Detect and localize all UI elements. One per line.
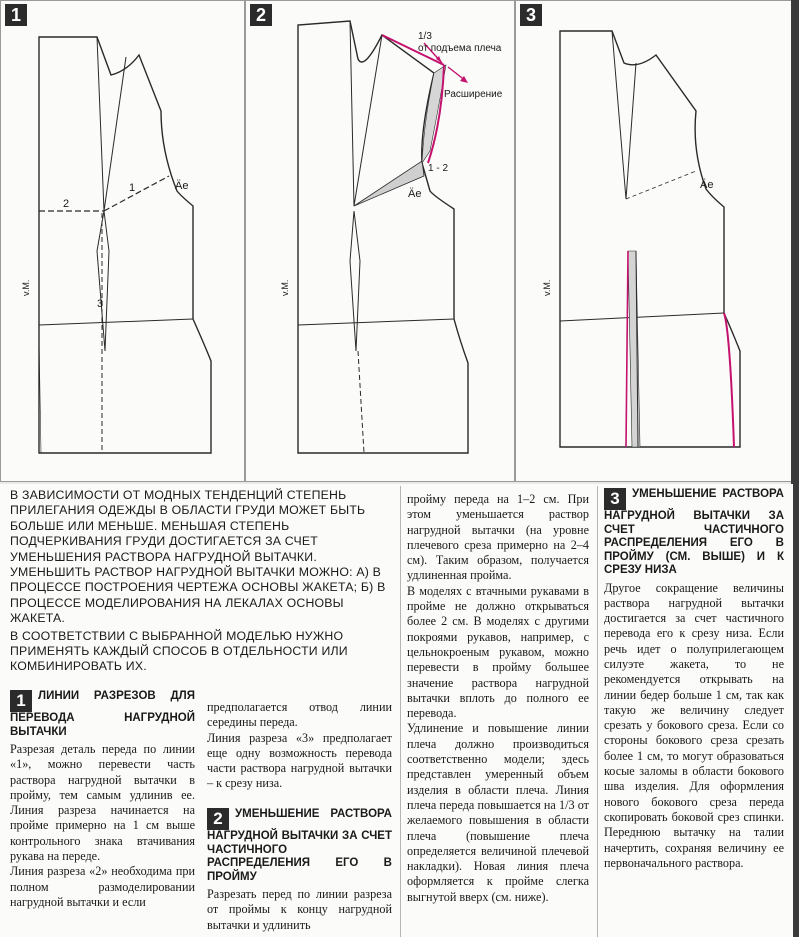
section-2-heading bbox=[207, 808, 392, 884]
section-2-number: 2 bbox=[207, 808, 229, 830]
section-3-paragraph: Другое сокращение величины раствора нагрудной вытачки достигается за счет частичного перевода его к срезу низа. Если речь идет о полуприлегающем силуэте жакета, то не рекомендуется открывать на линии бедер больше 1 см, так как такую же величину следует срезать у бокового среза. Если со стороны бокового среза срезать более 1 см, то могут образоваться косые заломы в области бокового шва изделия. Для оформления нового бокового среза переда скопировать боковой срез спинки. Переднюю вытачку на талии начертить, сохраняя величину ее первоначального раствора. bbox=[604, 580, 784, 870]
section-2-column bbox=[207, 808, 392, 933]
section-1-paragraph: Разрезая деталь переда по линии «1», можно перевести часть раствора нагрудной вытачки в пройму, тем самым удлинив ее. Линия разреза начинается на пройме примерно на 1 см выше контрольного знака втачивания рукава на переде. bbox=[10, 742, 195, 864]
vm-label-2: v.M. bbox=[280, 279, 290, 296]
diagram-panel-3 bbox=[515, 0, 795, 482]
section-2-paragraph: Разрезать перед по линии разреза от проймы к концу нагрудной вытачки и удлинить bbox=[207, 887, 392, 932]
ae-label-2: Äe bbox=[408, 188, 422, 200]
section-1-continued bbox=[207, 700, 392, 792]
section-2-paragraph: пройму переда на 1–2 см. При этом уменьшается раствор нагрудной вытачки (на уровне плечевого среза примерно на 2–4 см). Таким образом, получается удлиненная пройма. bbox=[407, 492, 589, 583]
section-2-paragraph: Удлинение и повышение линии плеча должно производиться соответственно модели; здесь представлен умеренный объем изделия в области плеча. Линия плеча переда повышается на 1/3 от желаемого повышения в области плеча (повышение плеча определяется величиной плечевой накладки). Новая линия плеча оформляется к пройме слегка выгнутой вверх (см. ниже). bbox=[407, 721, 589, 904]
diagram-panel-1 bbox=[0, 0, 245, 482]
section-2-paragraph: В моделях с втачными рукавами в пройме не должно открываться более 2 см. В моделях с другими покроями рукавов, например, с цельнокроеным рукавом, можно перевести в пройму большее значение раствора нагрудной вытачки вплоть до полного ее перевода. bbox=[407, 583, 589, 721]
section-3-number: 3 bbox=[604, 488, 626, 510]
section-1-number: 1 bbox=[10, 690, 32, 712]
panel-number-3: 3 bbox=[520, 4, 542, 26]
panel-number-2: 2 bbox=[250, 4, 272, 26]
section-3-title: УМЕНЬШЕНИЕ РАСТВОРА НАГРУДНОЙ ВЫТАЧКИ ЗА СЧЕТ ЧАСТИЧНОГО РАСПРЕДЕЛЕНИЯ ЕГО В ПРОЙМУ (СМ. ВЫШЕ) И К СРЕЗУ НИЗА bbox=[604, 488, 784, 576]
section-1-paragraph: Линия разреза «3» предполагает еще одну возможность перевода части раствора нагрудной вытачки – к срезу низа. bbox=[207, 730, 392, 791]
section-1-title: ЛИНИИ РАЗРЕЗОВ ДЛЯ ПЕРЕВОДА НАГРУДНОЙ ВЫТАЧКИ bbox=[10, 690, 195, 738]
vm-label-3: v.M. bbox=[542, 279, 552, 296]
section-1-column bbox=[10, 690, 195, 910]
section-3-column bbox=[604, 488, 784, 871]
intro-block bbox=[10, 488, 395, 677]
section-2-title: УМЕНЬШЕНИЕ РАСТВОРА НАГРУДНОЙ ВЫТАЧКИ ЗА СЧЕТ ЧАСТИЧНОГО РАСПРЕДЕЛЕНИЯ ЕГО В ПРОЙМУ bbox=[207, 808, 392, 883]
column-divider bbox=[400, 486, 401, 937]
pattern-drawing-3 bbox=[516, 1, 794, 481]
panel-number-1: 1 bbox=[5, 4, 27, 26]
cut-label-1: 1 bbox=[129, 182, 136, 194]
pattern-drawing-1 bbox=[1, 1, 244, 481]
intro-paragraph-2: В СООТВЕТСТВИИ С ВЫБРАННОЙ МОДЕЛЬЮ НУЖНО ПРИМЕНЯТЬ КАЖДЫЙ СПОСОБ В ОТДЕЛЬНОСТИ ИЛИ КОМБИНИРОВАТЬ ИХ. bbox=[10, 628, 348, 674]
note-one-third: 1/3 от подъема плеча bbox=[418, 31, 502, 54]
vm-label-1: v.M. bbox=[21, 279, 31, 296]
section-1-heading bbox=[10, 690, 195, 739]
section-2-continued bbox=[407, 492, 589, 905]
cut-label-2: 2 bbox=[63, 198, 70, 210]
note-1-2: 1 - 2 bbox=[428, 163, 449, 174]
note-expansion: Расширение bbox=[444, 89, 503, 100]
cut-label-3: 3 bbox=[97, 298, 104, 310]
ae-label-1: Äe bbox=[175, 180, 189, 192]
section-3-heading bbox=[604, 488, 784, 578]
ae-label-3: Äe bbox=[700, 179, 714, 191]
intro-paragraph-1: В ЗАВИСИМОСТИ ОТ МОДНЫХ ТЕНДЕНЦИЙ СТЕПЕНЬ ПРИЛЕГАНИЯ ОДЕЖДЫ В ОБЛАСТИ ГРУДИ МОЖЕТ БЫТЬ БОЛЬШЕ ИЛИ МЕНЬШЕ. МЕНЬШАЯ СТЕПЕНЬ ПОДЧЕРКИВАНИЯ ГРУДИ ДОСТИГАЕТСЯ ЗА СЧЕТ УМЕНЬШЕНИЯ РАСТВОРА НАГРУДНОЙ ВЫТАЧКИ. УМЕНЬШИТЬ РАСТВОР НАГРУДНОЙ ВЫТАЧКИ МОЖНО: А) В ПРОЦЕССЕ ПОСТРОЕНИЯ ЧЕРТЕЖА ОСНОВЫ ЖАКЕТА; Б) В ПРОЦЕССЕ МОДЕЛИРОВАНИЯ НА ЛЕКАЛАХ ОСНОВЫ ЖАКЕТА. bbox=[10, 488, 386, 626]
diagram-panel-2 bbox=[245, 0, 515, 482]
pattern-drawing-2 bbox=[246, 1, 514, 481]
column-divider bbox=[597, 486, 598, 937]
section-1-paragraph: предполагается отвод линии середины переда. bbox=[207, 700, 392, 730]
section-1-paragraph: Линия разреза «2» необходима при полном размоделировании нагрудной вытачки и если bbox=[10, 864, 195, 909]
